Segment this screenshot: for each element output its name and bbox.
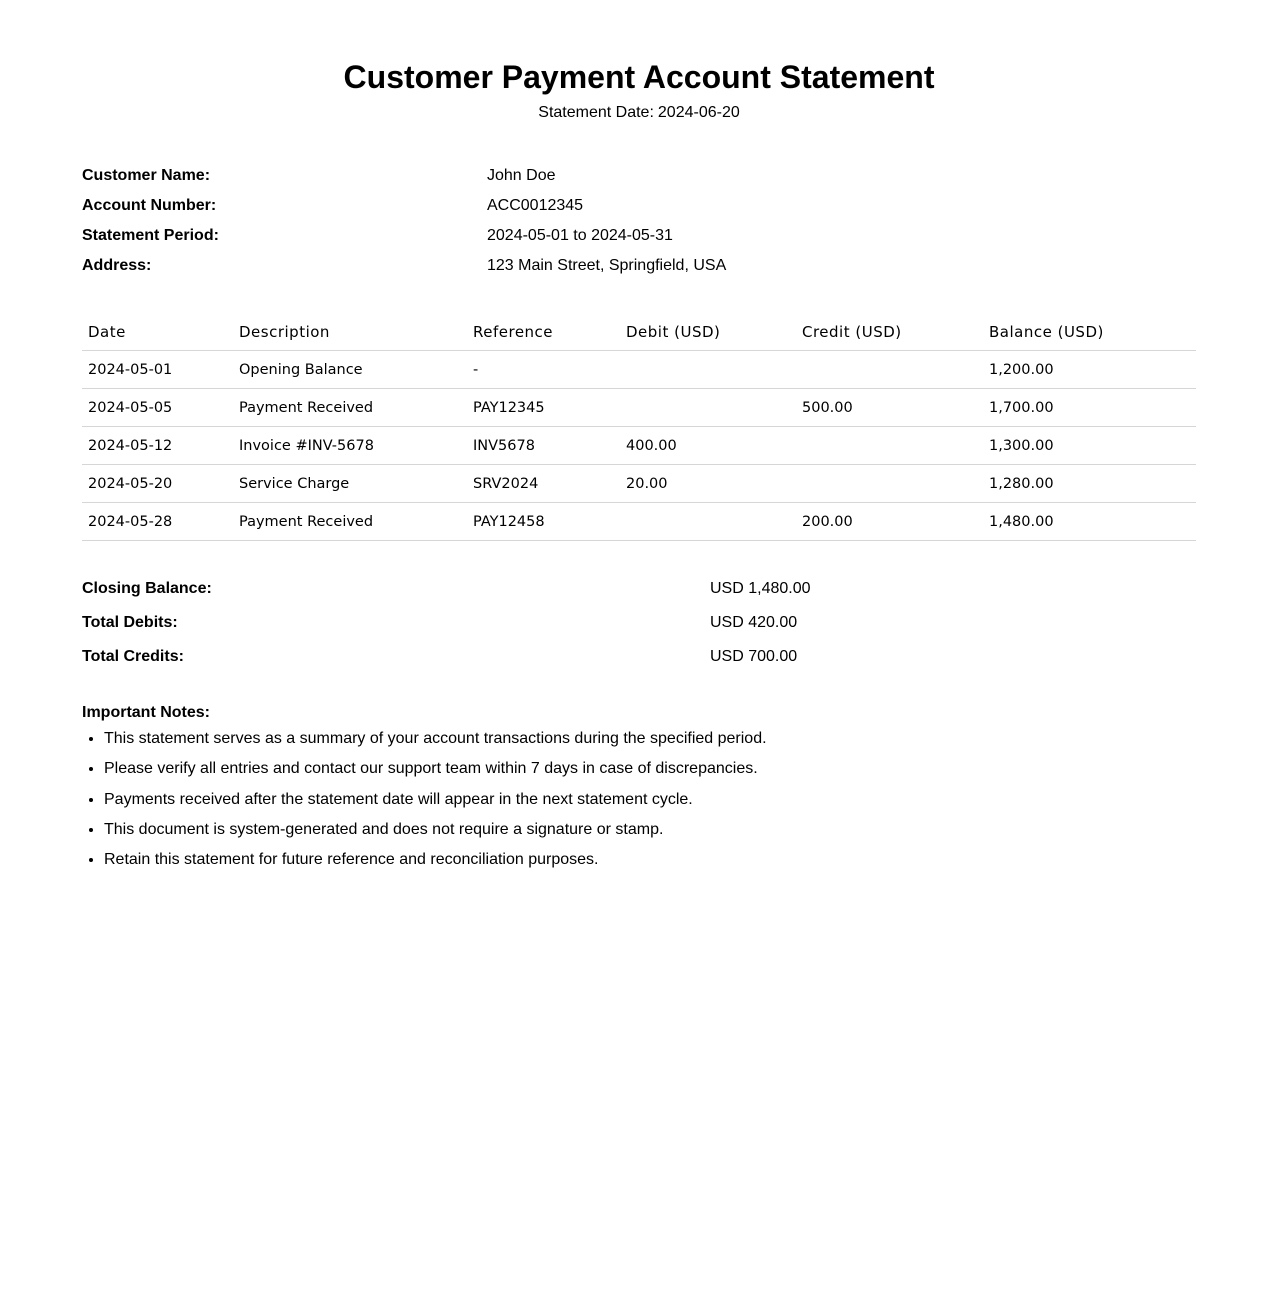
total-credits-row [82,640,1196,674]
notes-title: Important Notes: [82,704,210,721]
cell-balance: 1,300.00 [983,427,1196,465]
table-row [82,351,1196,389]
page-title: Customer Payment Account Statement [343,59,935,95]
cell-credit: 200.00 [796,503,983,541]
address-row [82,251,1196,281]
closing-balance-label: Closing Balance: [82,580,212,597]
cell-credit [796,427,983,465]
cell-debit [620,351,796,389]
cell-debit: 20.00 [620,465,796,503]
transactions-table [82,313,1196,541]
cell-balance: 1,200.00 [983,351,1196,389]
column-header-description: Description [233,313,467,351]
list-item: • Retain this statement for future reference and reconciliation purposes. [104,850,1196,870]
column-header-date: Date [82,313,233,351]
column-header-balance: Balance (USD) [983,313,1196,351]
cell-debit [620,503,796,541]
column-header-credit: Credit (USD) [796,313,983,351]
cell-description: Opening Balance [233,351,467,389]
cell-reference: SRV2024 [467,465,620,503]
table-row [82,503,1196,541]
table-row [82,389,1196,427]
cell-date: 2024-05-01 [82,351,233,389]
column-header-reference: Reference [467,313,620,351]
closing-balance-value: USD 1,480.00 [710,580,811,597]
cell-description: Invoice #INV-5678 [233,427,467,465]
cell-date: 2024-05-20 [82,465,233,503]
total-debits-value: USD 420.00 [710,614,798,631]
cell-description: Payment Received [233,389,467,427]
statement-period-row [82,221,1196,251]
account-number-value: ACC0012345 [487,197,584,214]
cell-reference: PAY12458 [467,503,620,541]
statement-date-label: Statement Date: [538,104,654,121]
cell-reference: - [467,351,620,389]
cell-credit [796,465,983,503]
statement-period-value: 2024-05-01 to 2024-05-31 [487,227,673,244]
total-debits-row [82,606,1196,640]
document-header [82,0,1196,123]
customer-name-row [82,161,1196,191]
customer-info-table [82,161,1196,281]
cell-debit: 400.00 [620,427,796,465]
list-item: • Please verify all entries and contact our support team within 7 days in case of discrepancies. [104,759,1196,779]
list-item: • This statement serves as a summary of your account transactions during the specified period. [104,729,1196,749]
account-number-row [82,191,1196,221]
cell-credit: 500.00 [796,389,983,427]
notes-list [82,729,1196,870]
cell-description: Payment Received [233,503,467,541]
cell-date: 2024-05-05 [82,389,233,427]
account-number-label: Account Number: [82,197,217,214]
statement-date-value: 2024-06-20 [657,104,740,121]
address-value: 123 Main Street, Springfield, USA [487,257,727,274]
cell-description: Service Charge [233,465,467,503]
total-credits-label: Total Credits: [82,648,184,665]
cell-date: 2024-05-12 [82,427,233,465]
cell-balance: 1,480.00 [983,503,1196,541]
total-credits-value: USD 700.00 [710,648,798,665]
summary-table [82,572,1196,674]
customer-name-value: John Doe [487,167,556,184]
cell-balance: 1,280.00 [983,465,1196,503]
table-row [82,465,1196,503]
list-item: • This document is system-generated and does not require a signature or stamp. [104,820,1196,840]
cell-balance: 1,700.00 [983,389,1196,427]
table-row [82,427,1196,465]
list-item: • Payments received after the statement date will appear in the next statement cycle. [104,790,1196,810]
statement-period-label: Statement Period: [82,227,219,244]
cell-date: 2024-05-28 [82,503,233,541]
cell-credit [796,351,983,389]
customer-name-label: Customer Name: [82,167,211,184]
transactions-header-row [82,313,1196,351]
important-notes [82,703,1196,870]
column-header-debit: Debit (USD) [620,313,796,351]
cell-reference: PAY12345 [467,389,620,427]
address-label: Address: [82,257,152,274]
statement-date [82,103,1196,123]
cell-debit [620,389,796,427]
cell-reference: INV5678 [467,427,620,465]
total-debits-label: Total Debits: [82,614,178,631]
closing-balance-row [82,572,1196,606]
